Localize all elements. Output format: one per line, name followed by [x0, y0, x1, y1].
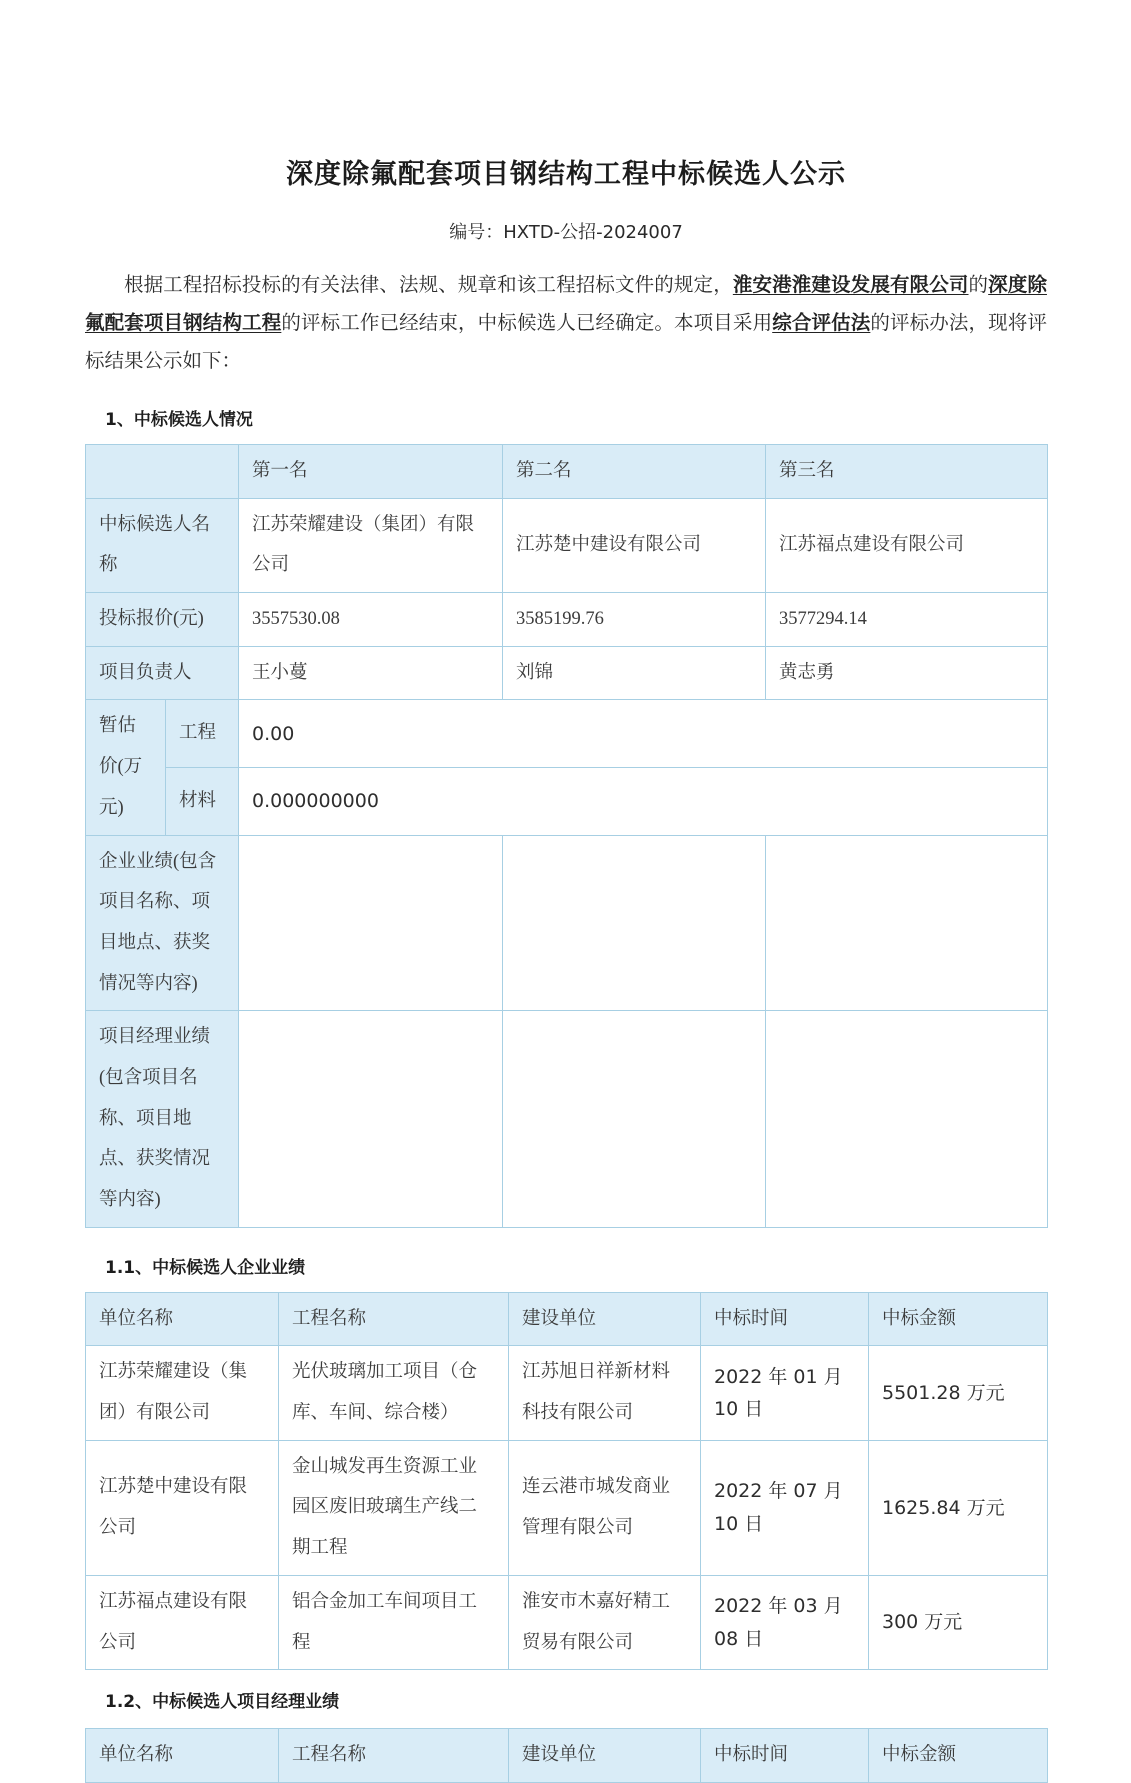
enterprise-performance-3 [766, 835, 1048, 1011]
row2-builder: 连云港市城发商业管理有限公司 [509, 1440, 701, 1575]
pm-table-header-row [86, 1729, 1048, 1783]
candidate-name-3: 江苏福点建设有限公司 [766, 498, 1048, 592]
project-manager-1: 王小蔓 [239, 646, 503, 700]
owner-company-name: 淮安港淮建设发展有限公司 [732, 275, 969, 296]
enterprise-performance-2 [503, 835, 766, 1011]
doc-number: 编号：HXTD-公招-2024007 [449, 222, 683, 243]
intro-text-4: 的评标办法，现将评标结果公示如下： [85, 313, 1047, 372]
row2-date: 2022 年 07 月 10 日 [701, 1440, 869, 1575]
provisional-engineering-value: 0.00 [239, 700, 1048, 768]
pm-col-amount-header: 中标金额 [869, 1729, 1048, 1783]
pm-performance-label: 项目经理业绩(包含项目名称、项目地点、获奖情况等内容) [86, 1011, 239, 1227]
section-1-heading: 1、中标候选人情况 [105, 410, 253, 430]
rank-1-header: 第一名 [239, 445, 503, 499]
rank-2-header: 第二名 [503, 445, 766, 499]
col-builder-header: 建设单位 [509, 1292, 701, 1346]
candidate-name-1: 江苏荣耀建设（集团）有限公司 [239, 498, 503, 592]
bid-price-label: 投标报价(元) [86, 593, 239, 647]
col-date-header: 中标时间 [701, 1292, 869, 1346]
evaluation-method: 综合评估法 [772, 313, 871, 334]
candidate-name-label: 中标候选人名称 [86, 498, 239, 592]
section-1-1-heading: 1.1、中标候选人企业业绩 [105, 1257, 306, 1278]
enterprise-performance-label: 企业业绩(包含项目名称、项目地点、获奖情况等内容) [86, 835, 239, 1011]
pm-performance-3 [766, 1011, 1048, 1227]
row3-amount: 300 万元 [869, 1575, 1048, 1669]
pm-col-project-header: 工程名称 [279, 1729, 509, 1783]
page-title: 深度除氟配套项目钢结构工程中标候选人公示 [286, 159, 846, 190]
provisional-material-row [86, 767, 1048, 835]
rank-3-header: 第三名 [766, 445, 1048, 499]
row1-company: 江苏荣耀建设（集团）有限公司 [86, 1346, 279, 1440]
row1-project: 光伏玻璃加工项目（仓库、车间、综合楼） [279, 1346, 509, 1440]
row2-project: 金山城发再生资源工业园区废旧玻璃生产线二期工程 [279, 1440, 509, 1575]
section-1-2-heading: 1.2、中标候选人项目经理业绩 [105, 1692, 340, 1713]
bid-price-row [86, 593, 1048, 647]
document-content [85, 0, 1047, 1783]
provisional-material-label: 材料 [166, 767, 239, 835]
intro-text-1: 根据工程招标投标的有关法律、法规、规章和该工程招标文件的规定， [124, 275, 733, 296]
project-manager-label: 项目负责人 [86, 646, 239, 700]
pm-performance-2 [503, 1011, 766, 1227]
row2-amount: 1625.84 万元 [869, 1440, 1048, 1575]
enterprise-performance-1 [239, 835, 503, 1011]
enterprise-table-header-row [86, 1292, 1048, 1346]
pm-performance-row [86, 1011, 1048, 1227]
corner-cell [86, 445, 239, 499]
row3-project: 铝合金加工车间项目工程 [279, 1575, 509, 1669]
candidate-name-2: 江苏楚中建设有限公司 [503, 498, 766, 592]
col-amount-header: 中标金额 [869, 1292, 1048, 1346]
project-manager-3: 黄志勇 [766, 646, 1048, 700]
candidates-table [85, 444, 1048, 1228]
row2-company: 江苏楚中建设有限公司 [86, 1440, 279, 1575]
bid-price-3: 3577294.14 [766, 593, 1048, 647]
project-name: 深度除氟配套项目钢结构工程 [85, 275, 1047, 334]
candidates-header-row [86, 445, 1048, 499]
row1-builder: 江苏旭日祥新材料科技有限公司 [509, 1346, 701, 1440]
provisional-engineering-row [86, 700, 1048, 768]
enterprise-table-row-2 [86, 1440, 1048, 1575]
project-manager-2: 刘锦 [503, 646, 766, 700]
intro-text-3: 的评标工作已经结束，中标候选人已经确定。本项目采用 [281, 313, 773, 334]
intro-text-2: 的 [968, 275, 989, 296]
bid-price-1: 3557530.08 [239, 593, 503, 647]
pm-col-company-header: 单位名称 [86, 1729, 279, 1783]
row1-date: 2022 年 01 月 10 日 [701, 1346, 869, 1440]
pm-performance-1 [239, 1011, 503, 1227]
enterprise-table-row-3 [86, 1575, 1048, 1669]
enterprise-table-row-1 [86, 1346, 1048, 1440]
project-manager-row [86, 646, 1048, 700]
row3-builder: 淮安市木嘉好精工贸易有限公司 [509, 1575, 701, 1669]
col-company-header: 单位名称 [86, 1292, 279, 1346]
provisional-engineering-label: 工程 [166, 700, 239, 768]
pm-col-date-header: 中标时间 [701, 1729, 869, 1783]
provisional-price-label: 暂估价(万元) [86, 700, 166, 835]
intro-paragraph [85, 267, 1047, 381]
col-project-header: 工程名称 [279, 1292, 509, 1346]
enterprise-performance-row [86, 835, 1048, 1011]
row3-date: 2022 年 03 月 08 日 [701, 1575, 869, 1669]
bid-price-2: 3585199.76 [503, 593, 766, 647]
pm-performance-table [85, 1728, 1048, 1783]
row1-amount: 5501.28 万元 [869, 1346, 1048, 1440]
pm-col-builder-header: 建设单位 [509, 1729, 701, 1783]
row3-company: 江苏福点建设有限公司 [86, 1575, 279, 1669]
provisional-material-value: 0.000000000 [239, 767, 1048, 835]
candidate-name-row [86, 498, 1048, 592]
enterprise-performance-table [85, 1292, 1048, 1671]
